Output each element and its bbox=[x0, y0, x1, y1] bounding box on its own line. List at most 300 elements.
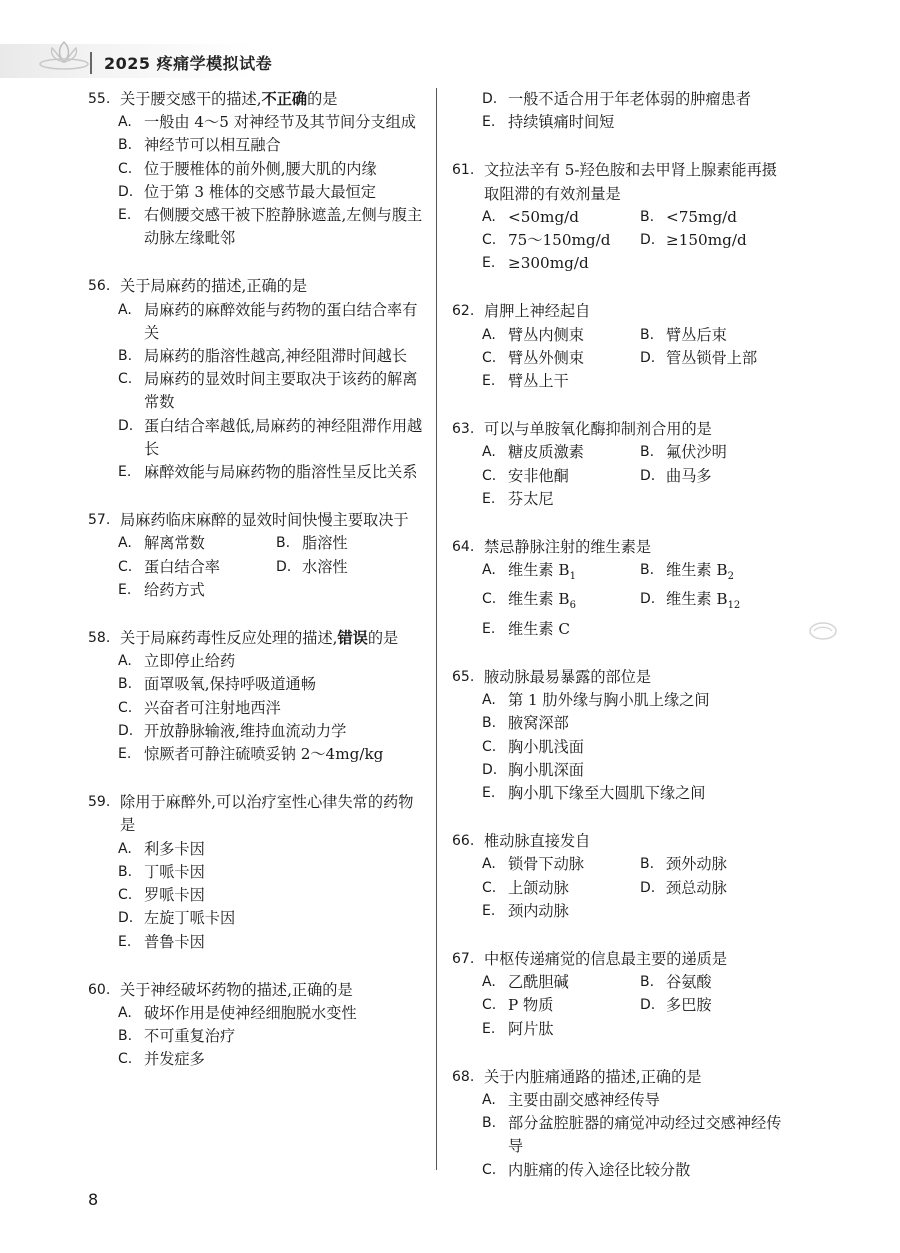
stem-part: 关于神经破坏药物的描述,正确的是 bbox=[120, 980, 353, 999]
header-title: 2025 疼痛学模拟试卷 bbox=[104, 54, 273, 73]
option bbox=[482, 618, 640, 641]
option-letter: C. bbox=[118, 1051, 133, 1068]
option-letter: A. bbox=[118, 840, 132, 857]
stem-part: 除用于麻醉外,可以治疗室性心律失常的药物是 bbox=[120, 793, 414, 835]
option bbox=[118, 579, 276, 602]
option bbox=[276, 532, 424, 555]
question-gap bbox=[452, 134, 792, 159]
option-text bbox=[508, 994, 640, 1017]
option bbox=[118, 743, 424, 766]
option-text: 一般由 4～5 对神经节及其节间分支组成 bbox=[144, 113, 416, 132]
option-list bbox=[88, 1002, 424, 1072]
option-text bbox=[508, 588, 640, 617]
option bbox=[118, 838, 424, 861]
option-text bbox=[508, 229, 640, 252]
question-text bbox=[120, 88, 424, 111]
option-letter: D. bbox=[482, 761, 498, 778]
option-text bbox=[144, 579, 276, 602]
option bbox=[482, 252, 640, 275]
option bbox=[482, 782, 792, 805]
question-number: 55. bbox=[88, 91, 111, 107]
option-letter: C. bbox=[482, 879, 497, 896]
option-text-main: 蛋白结合率 bbox=[144, 557, 220, 576]
option-letter: C. bbox=[118, 160, 133, 177]
question-text bbox=[120, 509, 424, 532]
option-text-main: 管丛锁骨上部 bbox=[666, 348, 758, 367]
question-gap bbox=[452, 393, 792, 418]
stem-part: 关于内脏痛通路的描述,正确的是 bbox=[484, 1067, 702, 1086]
question bbox=[88, 627, 424, 766]
question-number: 65. bbox=[452, 668, 475, 685]
option bbox=[482, 347, 640, 370]
option-letter: C. bbox=[118, 558, 133, 575]
lotus-logo-icon bbox=[38, 36, 90, 72]
question bbox=[452, 418, 792, 511]
option-text-main: 上颌动脉 bbox=[508, 878, 569, 897]
option-text: 位于腰椎体的前外侧,腰大肌的内缘 bbox=[144, 159, 377, 178]
option bbox=[118, 461, 424, 484]
option-letter: A. bbox=[482, 1091, 496, 1108]
question bbox=[452, 948, 792, 1041]
option-list bbox=[88, 111, 424, 250]
option-letter: B. bbox=[640, 856, 655, 873]
question bbox=[452, 830, 792, 923]
question bbox=[452, 1066, 792, 1182]
option-list bbox=[88, 650, 424, 766]
option bbox=[118, 1025, 424, 1048]
option-text bbox=[666, 229, 792, 252]
question-text bbox=[120, 979, 424, 1002]
option-text bbox=[508, 1018, 640, 1041]
option bbox=[482, 488, 640, 511]
option bbox=[640, 441, 792, 464]
option-text bbox=[666, 559, 792, 588]
option-letter: C. bbox=[118, 699, 133, 716]
option bbox=[482, 712, 792, 735]
option-subscript: 1 bbox=[569, 571, 576, 583]
option-text bbox=[666, 994, 792, 1017]
option-text: 兴奋者可注射地西泮 bbox=[144, 698, 281, 717]
option-letter: E. bbox=[118, 746, 132, 763]
option-text: 部分盆腔脏器的痛觉冲动经过交感神经传导 bbox=[508, 1114, 782, 1156]
option-letter: E. bbox=[482, 255, 496, 272]
option bbox=[118, 697, 424, 720]
option-letter: D. bbox=[640, 879, 656, 896]
option-text bbox=[508, 877, 640, 900]
option bbox=[118, 415, 424, 461]
option-text bbox=[666, 441, 792, 464]
question bbox=[88, 88, 424, 250]
option bbox=[118, 204, 424, 250]
question bbox=[88, 791, 424, 953]
option-text bbox=[508, 618, 640, 641]
option-letter: C. bbox=[118, 887, 133, 904]
option bbox=[118, 1002, 424, 1025]
question bbox=[452, 159, 792, 275]
question-stem bbox=[452, 948, 792, 971]
option-text: 利多卡因 bbox=[144, 839, 205, 858]
option-text-main: 维生素 B bbox=[666, 561, 728, 580]
option-text: 并发症多 bbox=[144, 1050, 205, 1069]
option-text-main: P 物质 bbox=[508, 996, 554, 1015]
question-stem bbox=[88, 275, 424, 298]
question-text bbox=[484, 830, 792, 853]
option-text bbox=[508, 441, 640, 464]
stem-part: 关于腰交感干的描述, bbox=[120, 90, 262, 108]
option-text bbox=[666, 588, 792, 617]
question-number: 64. bbox=[452, 539, 475, 556]
option bbox=[640, 206, 792, 229]
stem-part: 的是 bbox=[367, 629, 399, 648]
stem-part: 禁忌静脉注射的维生素是 bbox=[484, 538, 652, 557]
question-number: 67. bbox=[452, 950, 475, 967]
option-letter: D. bbox=[118, 722, 134, 739]
option-subscript: 2 bbox=[727, 571, 734, 583]
option bbox=[640, 347, 792, 370]
option-text-main: 臂丛后束 bbox=[666, 325, 727, 344]
option-text: 惊厥者可静注硫喷妥钠 2～4mg/kg bbox=[144, 745, 384, 764]
question-text bbox=[484, 948, 792, 971]
question-number: 59. bbox=[88, 794, 111, 811]
option-letter: D. bbox=[118, 910, 134, 927]
option bbox=[482, 736, 792, 759]
option-letter: E. bbox=[118, 933, 132, 950]
option-letter: C. bbox=[482, 997, 497, 1014]
option-text: 内脏痛的传入途径比较分散 bbox=[508, 1160, 691, 1179]
option bbox=[482, 588, 640, 617]
option-text-main: 阿片肽 bbox=[508, 1019, 554, 1038]
option-letter: A. bbox=[482, 208, 496, 225]
option-letter: B. bbox=[640, 208, 655, 225]
stem-part: 文拉法辛有 5-羟色胺和去甲肾上腺素能再摄取阻滞的有效剂量是 bbox=[484, 161, 777, 203]
option-text-main: 维生素 B bbox=[508, 590, 570, 609]
option bbox=[482, 759, 792, 782]
option-text-main: 颈外动脉 bbox=[666, 855, 727, 874]
option-letter: C. bbox=[482, 591, 497, 608]
question-stem bbox=[452, 1066, 792, 1089]
option-letter: A. bbox=[118, 301, 132, 318]
stem-emphasis: 不正确 bbox=[261, 90, 308, 108]
option-letter: D. bbox=[640, 467, 656, 484]
option-text-main: 颈总动脉 bbox=[666, 878, 727, 897]
option-text: 不可重复治疗 bbox=[144, 1027, 236, 1046]
option bbox=[482, 559, 640, 588]
question-gap bbox=[452, 511, 792, 536]
option bbox=[482, 994, 640, 1017]
question-number: 57. bbox=[88, 512, 111, 529]
option bbox=[118, 931, 424, 954]
question bbox=[88, 275, 424, 484]
option bbox=[640, 559, 792, 588]
question-text bbox=[484, 1066, 792, 1089]
question-gap bbox=[88, 602, 424, 627]
option-letter: B. bbox=[640, 444, 655, 461]
option-letter: A. bbox=[482, 562, 496, 579]
option-text: 腋窝深部 bbox=[508, 714, 569, 733]
question-number: 63. bbox=[452, 421, 475, 438]
question-gap bbox=[452, 275, 792, 300]
option-text bbox=[508, 206, 640, 229]
option-letter: D. bbox=[640, 997, 656, 1014]
option bbox=[640, 971, 792, 994]
option-letter: E. bbox=[482, 784, 496, 801]
option-text bbox=[666, 465, 792, 488]
option bbox=[482, 971, 640, 994]
option bbox=[482, 441, 640, 464]
option bbox=[118, 134, 424, 157]
option-text bbox=[666, 347, 792, 370]
question-gap bbox=[452, 1041, 792, 1066]
question-stem bbox=[452, 418, 792, 441]
question-stem bbox=[452, 536, 792, 559]
option-text: 破坏作用是使神经细胞脱水变性 bbox=[144, 1003, 357, 1022]
question bbox=[88, 979, 424, 1072]
option-letter: B. bbox=[482, 1115, 497, 1132]
question-text bbox=[484, 666, 792, 689]
option-letter: C. bbox=[482, 349, 497, 366]
option bbox=[118, 158, 424, 181]
option bbox=[640, 229, 792, 252]
option bbox=[482, 206, 640, 229]
option bbox=[482, 1112, 792, 1158]
question-gap bbox=[452, 641, 792, 666]
option-letter: B. bbox=[640, 974, 655, 991]
option bbox=[482, 877, 640, 900]
option-text bbox=[666, 971, 792, 994]
option-text: 丁哌卡因 bbox=[144, 862, 205, 881]
stem-part: 椎动脉直接发自 bbox=[484, 832, 591, 851]
option-grid bbox=[452, 206, 792, 276]
question-text bbox=[120, 791, 424, 837]
option-subscript: 6 bbox=[569, 600, 576, 612]
option-letter: B. bbox=[118, 676, 133, 693]
option-text: 局麻药的麻醉效能与药物的蛋白结合率有关 bbox=[144, 300, 418, 342]
option-letter: C. bbox=[482, 1161, 497, 1178]
option-text-main: 维生素 B bbox=[666, 590, 728, 609]
question-stem bbox=[452, 300, 792, 323]
stem-part: 可以与单胺氧化酶抑制剂合用的是 bbox=[484, 420, 712, 439]
option-text bbox=[508, 347, 640, 370]
option-letter: E. bbox=[482, 1020, 496, 1037]
option bbox=[118, 111, 424, 134]
option-letter: B. bbox=[118, 348, 133, 365]
option bbox=[640, 465, 792, 488]
option-text-main: 曲马多 bbox=[666, 466, 712, 485]
question-number: 62. bbox=[452, 303, 475, 320]
option-list bbox=[88, 299, 424, 485]
option-text-main: 谷氨酸 bbox=[666, 973, 712, 992]
option bbox=[118, 345, 424, 368]
option-text-main: 脂溶性 bbox=[302, 534, 348, 553]
option-text bbox=[508, 971, 640, 994]
option-letter: C. bbox=[482, 738, 497, 755]
question-text bbox=[484, 418, 792, 441]
option-subscript: 12 bbox=[727, 600, 741, 612]
option-text bbox=[144, 532, 276, 555]
option-letter: B. bbox=[118, 1028, 133, 1045]
question-gap bbox=[88, 954, 424, 979]
option-text bbox=[302, 532, 424, 555]
option-text: 立即停止给药 bbox=[144, 652, 236, 671]
option-letter: A. bbox=[482, 326, 496, 343]
option bbox=[276, 556, 424, 579]
option-text: 一般不适合用于年老体弱的肿瘤患者 bbox=[508, 90, 751, 108]
question-gap bbox=[88, 766, 424, 791]
right-column bbox=[452, 88, 792, 1182]
question bbox=[452, 666, 792, 805]
option bbox=[118, 299, 424, 345]
option-text-main: 芬太尼 bbox=[508, 489, 554, 508]
stem-part: 的是 bbox=[307, 90, 338, 108]
question-stem bbox=[452, 159, 792, 205]
option-letter: E. bbox=[482, 902, 496, 919]
option bbox=[482, 370, 640, 393]
stem-part: 中枢传递痛觉的信息最主要的递质是 bbox=[484, 949, 727, 968]
column-divider bbox=[436, 88, 437, 1170]
option-text-main: 颈内动脉 bbox=[508, 901, 569, 920]
question bbox=[452, 88, 792, 134]
option-letter: A. bbox=[118, 114, 132, 131]
option-letter: D. bbox=[118, 183, 134, 200]
option-grid bbox=[88, 532, 424, 602]
option bbox=[118, 884, 424, 907]
option-text bbox=[302, 556, 424, 579]
option-letter: A. bbox=[482, 974, 496, 991]
question-text bbox=[120, 275, 424, 298]
option-letter: B. bbox=[482, 715, 497, 732]
question-stem bbox=[88, 979, 424, 1002]
option-text-main: 锁骨下动脉 bbox=[508, 855, 584, 874]
question-text bbox=[120, 627, 424, 650]
option-text-main: 给药方式 bbox=[144, 580, 205, 599]
option-letter: A. bbox=[118, 535, 132, 552]
option-text-main: 维生素 B bbox=[508, 561, 570, 580]
question-number: 66. bbox=[452, 833, 475, 850]
option-letter: B. bbox=[276, 535, 291, 552]
option bbox=[482, 689, 792, 712]
option bbox=[118, 181, 424, 204]
option-letter: C. bbox=[482, 232, 497, 249]
option-letter: B. bbox=[118, 137, 133, 154]
option bbox=[482, 229, 640, 252]
question-gap bbox=[88, 484, 424, 509]
option-text: 右侧腰交感干被下腔静脉遮盖,左侧与腹主动脉左缘毗邻 bbox=[144, 206, 423, 248]
option-text: 第 1 肋外缘与胸小肌上缘之间 bbox=[508, 691, 710, 710]
option-text: 左旋丁哌卡因 bbox=[144, 909, 236, 928]
option-text: 罗哌卡因 bbox=[144, 886, 205, 905]
option-text: 蛋白结合率越低,局麻药的神经阻滞作用越长 bbox=[144, 416, 423, 458]
option-text-main: 解离常数 bbox=[144, 534, 205, 553]
option bbox=[118, 556, 276, 579]
option bbox=[118, 1048, 424, 1071]
stem-part: 关于局麻药毒性反应处理的描述, bbox=[120, 629, 338, 648]
option-letter: B. bbox=[118, 863, 133, 880]
option-text bbox=[666, 877, 792, 900]
question bbox=[88, 509, 424, 602]
option-text: 神经节可以相互融合 bbox=[144, 136, 281, 155]
left-column bbox=[88, 88, 424, 1072]
option bbox=[118, 532, 276, 555]
question-stem bbox=[88, 791, 424, 837]
option-list bbox=[88, 838, 424, 954]
question-stem bbox=[88, 509, 424, 532]
option-text-main: 维生素 C bbox=[508, 619, 571, 638]
option-letter: D. bbox=[482, 91, 498, 107]
option-grid bbox=[452, 559, 792, 641]
option-letter: A. bbox=[118, 653, 132, 670]
option bbox=[118, 650, 424, 673]
option-text bbox=[508, 853, 640, 876]
option-letter: A. bbox=[118, 1004, 132, 1021]
question-number: 56. bbox=[88, 278, 111, 295]
option-text bbox=[666, 324, 792, 347]
option-letter: D. bbox=[276, 558, 292, 575]
option-text-main: <50mg/d bbox=[508, 207, 580, 226]
option-letter: E. bbox=[482, 373, 496, 390]
option bbox=[482, 324, 640, 347]
option-letter: C. bbox=[482, 467, 497, 484]
option bbox=[118, 861, 424, 884]
option-letter: E. bbox=[482, 620, 496, 637]
option bbox=[118, 720, 424, 743]
option bbox=[640, 877, 792, 900]
option-letter: D. bbox=[640, 232, 656, 249]
option-text bbox=[144, 556, 276, 579]
page-header bbox=[0, 0, 900, 80]
question-number: 61. bbox=[452, 162, 475, 179]
option-grid bbox=[452, 971, 792, 1041]
option-text bbox=[508, 252, 640, 275]
option-text: 麻醉效能与局麻药物的脂溶性呈反比关系 bbox=[144, 463, 418, 482]
option bbox=[640, 994, 792, 1017]
option bbox=[118, 368, 424, 414]
option-text-main: <75mg/d bbox=[666, 207, 738, 226]
option-list bbox=[452, 689, 792, 805]
option bbox=[118, 907, 424, 930]
option-text bbox=[508, 370, 640, 393]
option-text-main: 75～150mg/d bbox=[508, 231, 611, 250]
option bbox=[482, 111, 792, 134]
question-gap bbox=[88, 250, 424, 275]
stem-part: 肩胛上神经起自 bbox=[484, 302, 591, 321]
option-letter: D. bbox=[640, 349, 656, 366]
question-number: 58. bbox=[88, 630, 111, 647]
option-text-main: 水溶性 bbox=[302, 557, 348, 576]
option-text bbox=[508, 900, 640, 923]
question-text bbox=[484, 159, 792, 205]
question-text bbox=[484, 300, 792, 323]
option-text: 开放静脉输液,维持血流动力学 bbox=[144, 721, 347, 740]
option bbox=[640, 853, 792, 876]
option bbox=[482, 1089, 792, 1112]
option-text bbox=[666, 206, 792, 229]
option-text-main: 臂丛外侧束 bbox=[508, 348, 584, 367]
option-text-main: 氟伏沙明 bbox=[666, 443, 727, 462]
option-text: 胸小肌浅面 bbox=[508, 737, 584, 756]
option-text: 主要由副交感神经传导 bbox=[508, 1090, 660, 1109]
option-text bbox=[508, 488, 640, 511]
option-text-main: 多巴胺 bbox=[666, 996, 712, 1015]
option bbox=[640, 588, 792, 617]
stem-part: 腋动脉最易暴露的部位是 bbox=[484, 667, 652, 686]
option-text: 普鲁卡因 bbox=[144, 932, 205, 951]
option-letter: E. bbox=[118, 464, 132, 481]
stem-emphasis: 错误 bbox=[337, 629, 368, 648]
option-grid bbox=[452, 441, 792, 511]
question-text bbox=[484, 536, 792, 559]
question bbox=[452, 300, 792, 393]
option-letter: C. bbox=[118, 371, 133, 388]
